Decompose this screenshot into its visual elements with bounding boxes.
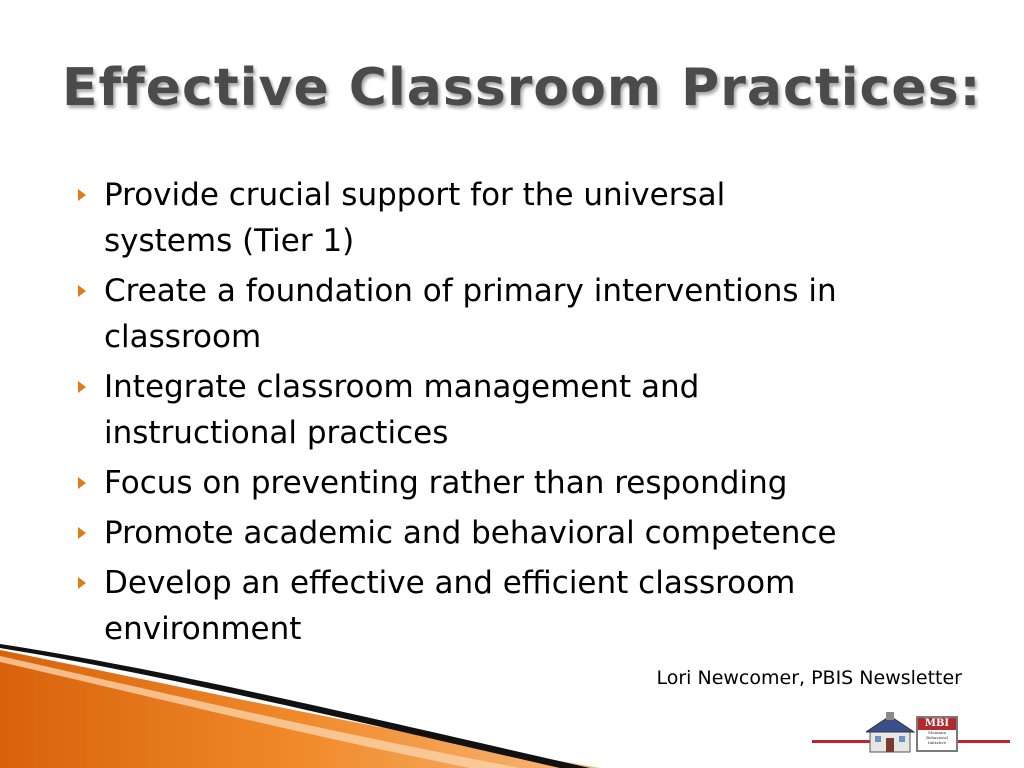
schoolhouse-icon [866,712,918,754]
bullet-list [78,172,978,656]
bullet-line: instructional practices [104,415,449,451]
bullet-line: Promote academic and behavioral competence [104,515,837,551]
bullet-line: Provide crucial support for the universal [104,177,726,213]
triangle-right-icon [78,477,86,489]
triangle-right-icon [78,577,86,589]
decorative-swoosh [0,640,620,768]
logo-name-line: Initiative [927,740,947,745]
bullet-item [78,268,978,360]
attribution: Lori Newcomer, PBIS Newsletter [656,667,962,689]
bullet-line: Develop an effective and efficient classroom [104,565,796,601]
bullet-line: systems (Tier 1) [104,223,355,259]
triangle-right-icon [78,285,86,297]
logo-name-line: Behavioral [926,735,948,740]
logo-abbr: MBI [918,718,956,730]
bullet-item [78,460,978,506]
triangle-right-icon [78,189,86,201]
bullet-item [78,510,978,556]
bullet-item [78,560,978,652]
slide-title: Effective Classroom Practices: [62,58,982,118]
bullet-line: Focus on preventing rather than responding [104,465,788,501]
bullet-line: classroom [104,319,262,355]
bullet-line: Create a foundation of primary interventions in [104,273,837,309]
bullet-item [78,172,978,264]
bullet-line: Integrate classroom management and [104,369,700,405]
triangle-right-icon [78,527,86,539]
mbi-logo [916,716,958,752]
logo-line [812,740,872,743]
bullet-line: environment [104,611,302,647]
logo-line [958,740,1010,743]
logo-name-line: Montana [927,730,947,735]
triangle-right-icon [78,381,86,393]
bullet-item [78,364,978,456]
